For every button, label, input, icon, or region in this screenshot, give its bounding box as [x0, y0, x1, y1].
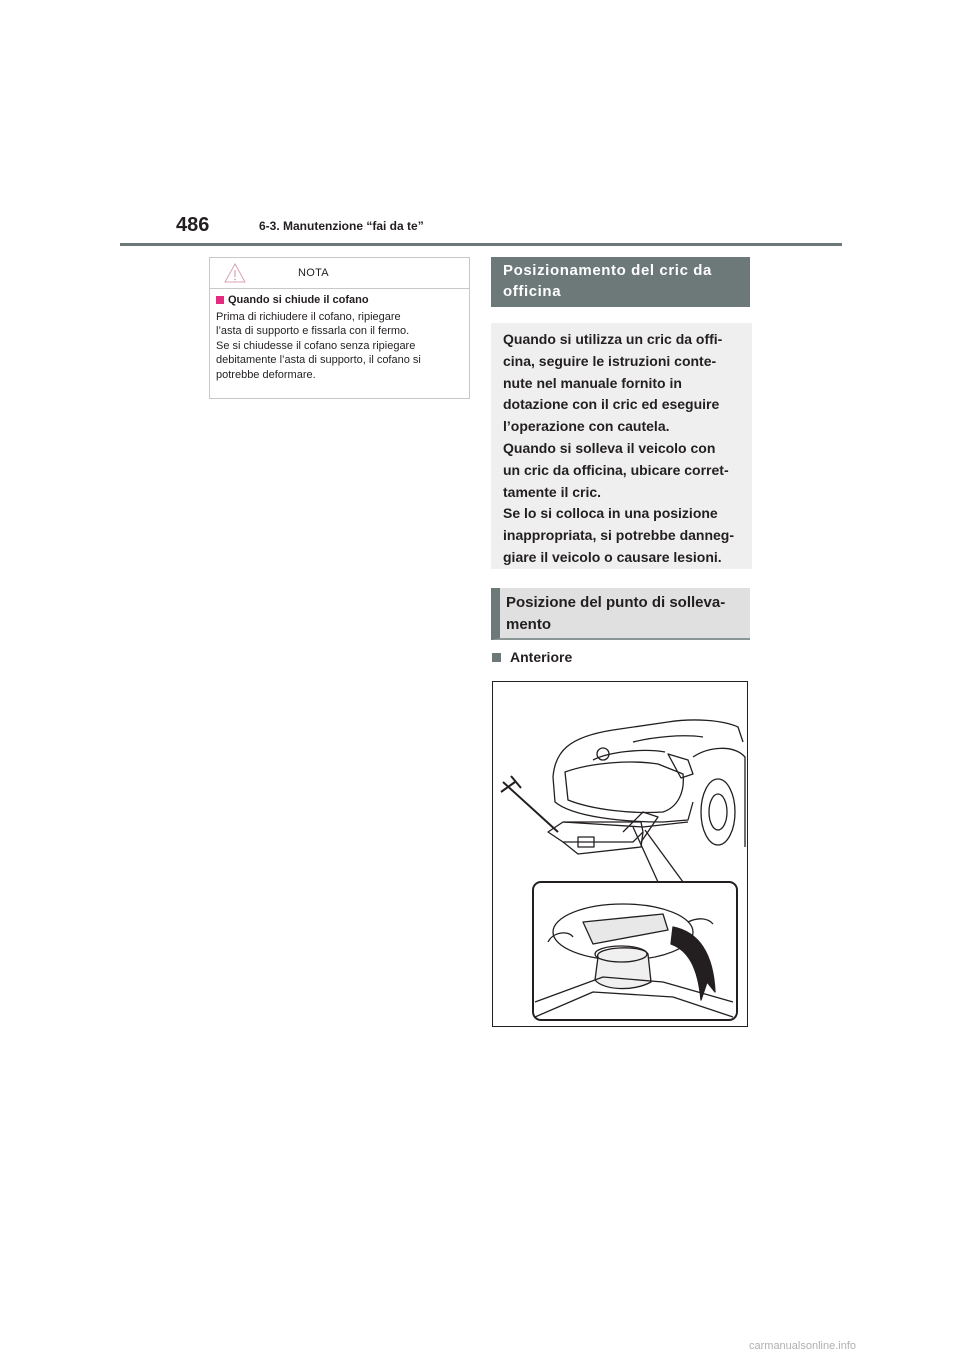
note-line: potrebbe deformare. [216, 368, 316, 381]
note-line: Se si chiudesse il cofano senza ripiegare [216, 339, 416, 352]
front-subheading [492, 649, 572, 665]
section-title: 6-3. Manutenzione “fai da te” [259, 219, 424, 233]
car-jack-drawing [493, 682, 747, 1026]
car-bumper-outline [553, 777, 693, 822]
lift-heading-line: mento [506, 616, 551, 633]
instruction-line: giare il veicolo o causare lesioni. [503, 548, 722, 565]
jack-instructions-box [491, 323, 752, 569]
lift-point-heading [491, 588, 750, 640]
car-wheel [701, 779, 735, 845]
car-badge [597, 748, 609, 760]
note-header [210, 258, 469, 289]
warning-icon [223, 262, 247, 284]
note-line: debitamente l’asta di supporto, il cofano si [216, 354, 421, 366]
car-grille [565, 762, 683, 812]
note-box [209, 257, 470, 399]
jack-body [548, 822, 643, 842]
square-bullet-icon [492, 653, 501, 662]
car-headlight [668, 754, 693, 778]
instruction-line: Quando si solleva il veicolo con [503, 439, 716, 456]
jack-section-heading [491, 257, 750, 307]
note-line: l’asta di supporto e fissarla con il fermo. [216, 325, 410, 337]
instruction-line: inappropriata, si potrebbe danneg- [503, 527, 735, 544]
instruction-line: cina, seguire le istruzioni conte- [503, 352, 717, 369]
lift-point-plate [583, 914, 668, 944]
jack-handle [503, 782, 558, 832]
note-subheading-text: Quando si chiude il cofano [228, 294, 369, 306]
jack-saddle [595, 948, 651, 989]
jack-heading-line: officina [503, 283, 562, 300]
instruction-line: tamente il cric. [503, 483, 602, 500]
page-number: 486 [176, 214, 210, 236]
header-divider [120, 243, 842, 246]
note-subheading [216, 293, 463, 308]
instruction-line: dotazione con il cric ed eseguire [503, 396, 720, 413]
jack-illustration [492, 681, 748, 1027]
instruction-line: Se lo si colloca in una posizione [503, 505, 718, 522]
note-title: NOTA [298, 267, 329, 279]
lift-heading-line: Posizione del punto di solleva- [506, 594, 726, 611]
instruction-line: un cric da officina, ubicare corret- [503, 461, 729, 478]
footer-watermark: carmanualsonline.info [749, 1340, 857, 1352]
arrow-icon [671, 927, 715, 1000]
square-bullet-icon [216, 296, 224, 304]
note-line: Prima di richiudere il cofano, ripiegare [216, 310, 401, 323]
jack-heading-line: Posizionamento del cric da [503, 262, 712, 279]
instruction-line: Quando si utilizza un cric da offi- [503, 331, 723, 347]
instruction-line: nute nel manuale fornito in [503, 374, 682, 391]
instruction-line: l’operazione con cautela. [503, 418, 670, 435]
note-body [210, 289, 469, 382]
front-subheading-text: Anteriore [510, 649, 573, 665]
